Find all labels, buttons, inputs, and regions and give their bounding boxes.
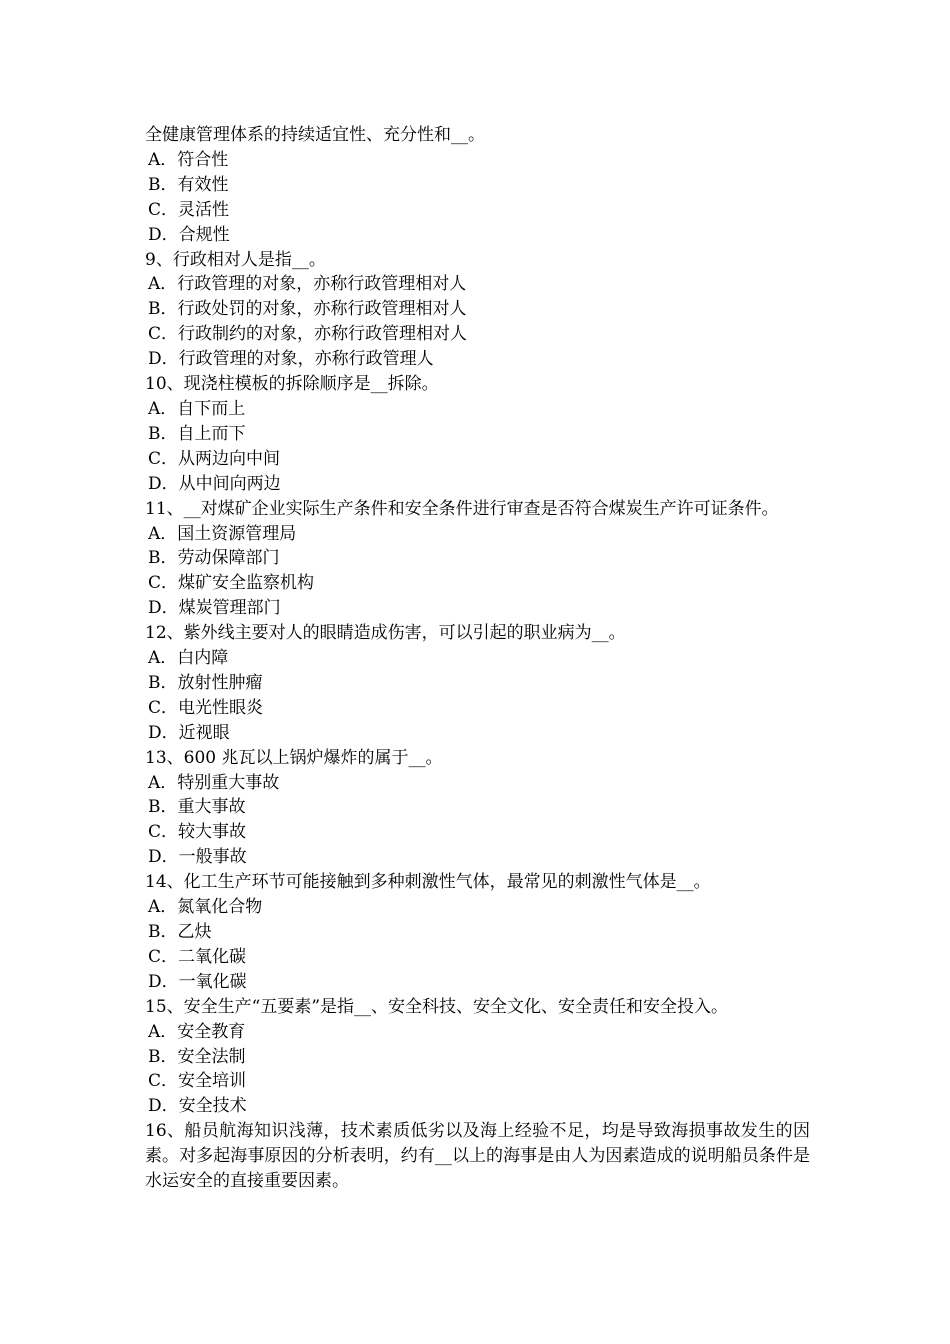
answer-option: B．劳动保障部门 — [148, 548, 280, 569]
question-text: 13、600 兆瓦以上锅炉爆炸的属于__。 — [145, 747, 443, 768]
question-text: 14、化工生产环节可能接触到多种刺激性气体，最常见的刺激性气体是__。 — [145, 872, 711, 893]
answer-option: C．较大事故 — [148, 822, 247, 843]
answer-option: C．安全培训 — [148, 1071, 247, 1092]
question-text: 全健康管理体系的持续适宜性、充分性和__。 — [145, 125, 485, 145]
answer-option: C．二氧化碳 — [148, 946, 247, 967]
answer-option: D．安全技术 — [148, 1096, 247, 1117]
answer-option: D．从中间向两边 — [148, 473, 281, 494]
answer-option: D．行政管理的对象，亦称行政管理人 — [148, 349, 434, 370]
answer-option: A．国土资源管理局 — [148, 523, 297, 544]
answer-option: D．一般事故 — [148, 847, 247, 868]
answer-option: D．合规性 — [148, 224, 230, 245]
answer-option: A．自下而上 — [148, 398, 246, 419]
answer-option: C．电光性眼炎 — [148, 697, 264, 718]
question-text: 12、紫外线主要对人的眼睛造成伤害，可以引起的职业病为__。 — [145, 623, 626, 644]
answer-option: C．灵活性 — [148, 199, 230, 220]
answer-option: A．氮氧化合物 — [148, 897, 263, 918]
answer-option: C．煤矿安全监察机构 — [148, 573, 315, 594]
question-text: 15、安全生产“五要素”是指__、安全科技、安全文化、安全责任和安全投入。 — [145, 996, 729, 1017]
answer-option: A．安全教育 — [148, 1021, 246, 1042]
answer-option: A．特别重大事故 — [148, 772, 280, 793]
answer-option: A．符合性 — [148, 149, 229, 170]
answer-option: B．有效性 — [148, 174, 229, 195]
answer-option: B．安全法制 — [148, 1046, 246, 1067]
answer-option: B．乙炔 — [148, 922, 212, 942]
answer-option: D．近视眼 — [148, 722, 230, 743]
answer-option: D．煤炭管理部门 — [148, 598, 281, 619]
question-text: 9、行政相对人是指__。 — [145, 249, 326, 270]
answer-option: C．从两边向中间 — [148, 448, 281, 469]
answer-option: B．行政处罚的对象，亦称行政管理相对人 — [148, 299, 467, 320]
question-text: 16、船员航海知识浅薄，技术素质低劣以及海上经验不足，均是导致海损事故发生的因素。对多起海事原因的分析表明，约有__以上的海事是由人为因素造成的说明船员条件是水运安全的直接重要因素。 — [145, 1121, 810, 1192]
answer-option: B．自上而下 — [148, 423, 246, 444]
question-text: 11、__对煤矿企业实际生产条件和安全条件进行审查是否符合煤炭生产许可证条件。 — [145, 498, 779, 519]
question-text: 10、现浇柱模板的拆除顺序是__拆除。 — [145, 374, 439, 395]
answer-option: B．重大事故 — [148, 797, 246, 818]
answer-option: D．一氧化碳 — [148, 971, 247, 992]
answer-option: C．行政制约的对象，亦称行政管理相对人 — [148, 324, 468, 345]
answer-option: B．放射性肿瘤 — [148, 672, 263, 693]
document-body — [145, 123, 810, 1194]
answer-option: A．行政管理的对象，亦称行政管理相对人 — [148, 274, 467, 295]
answer-option: A．白内障 — [148, 648, 229, 669]
